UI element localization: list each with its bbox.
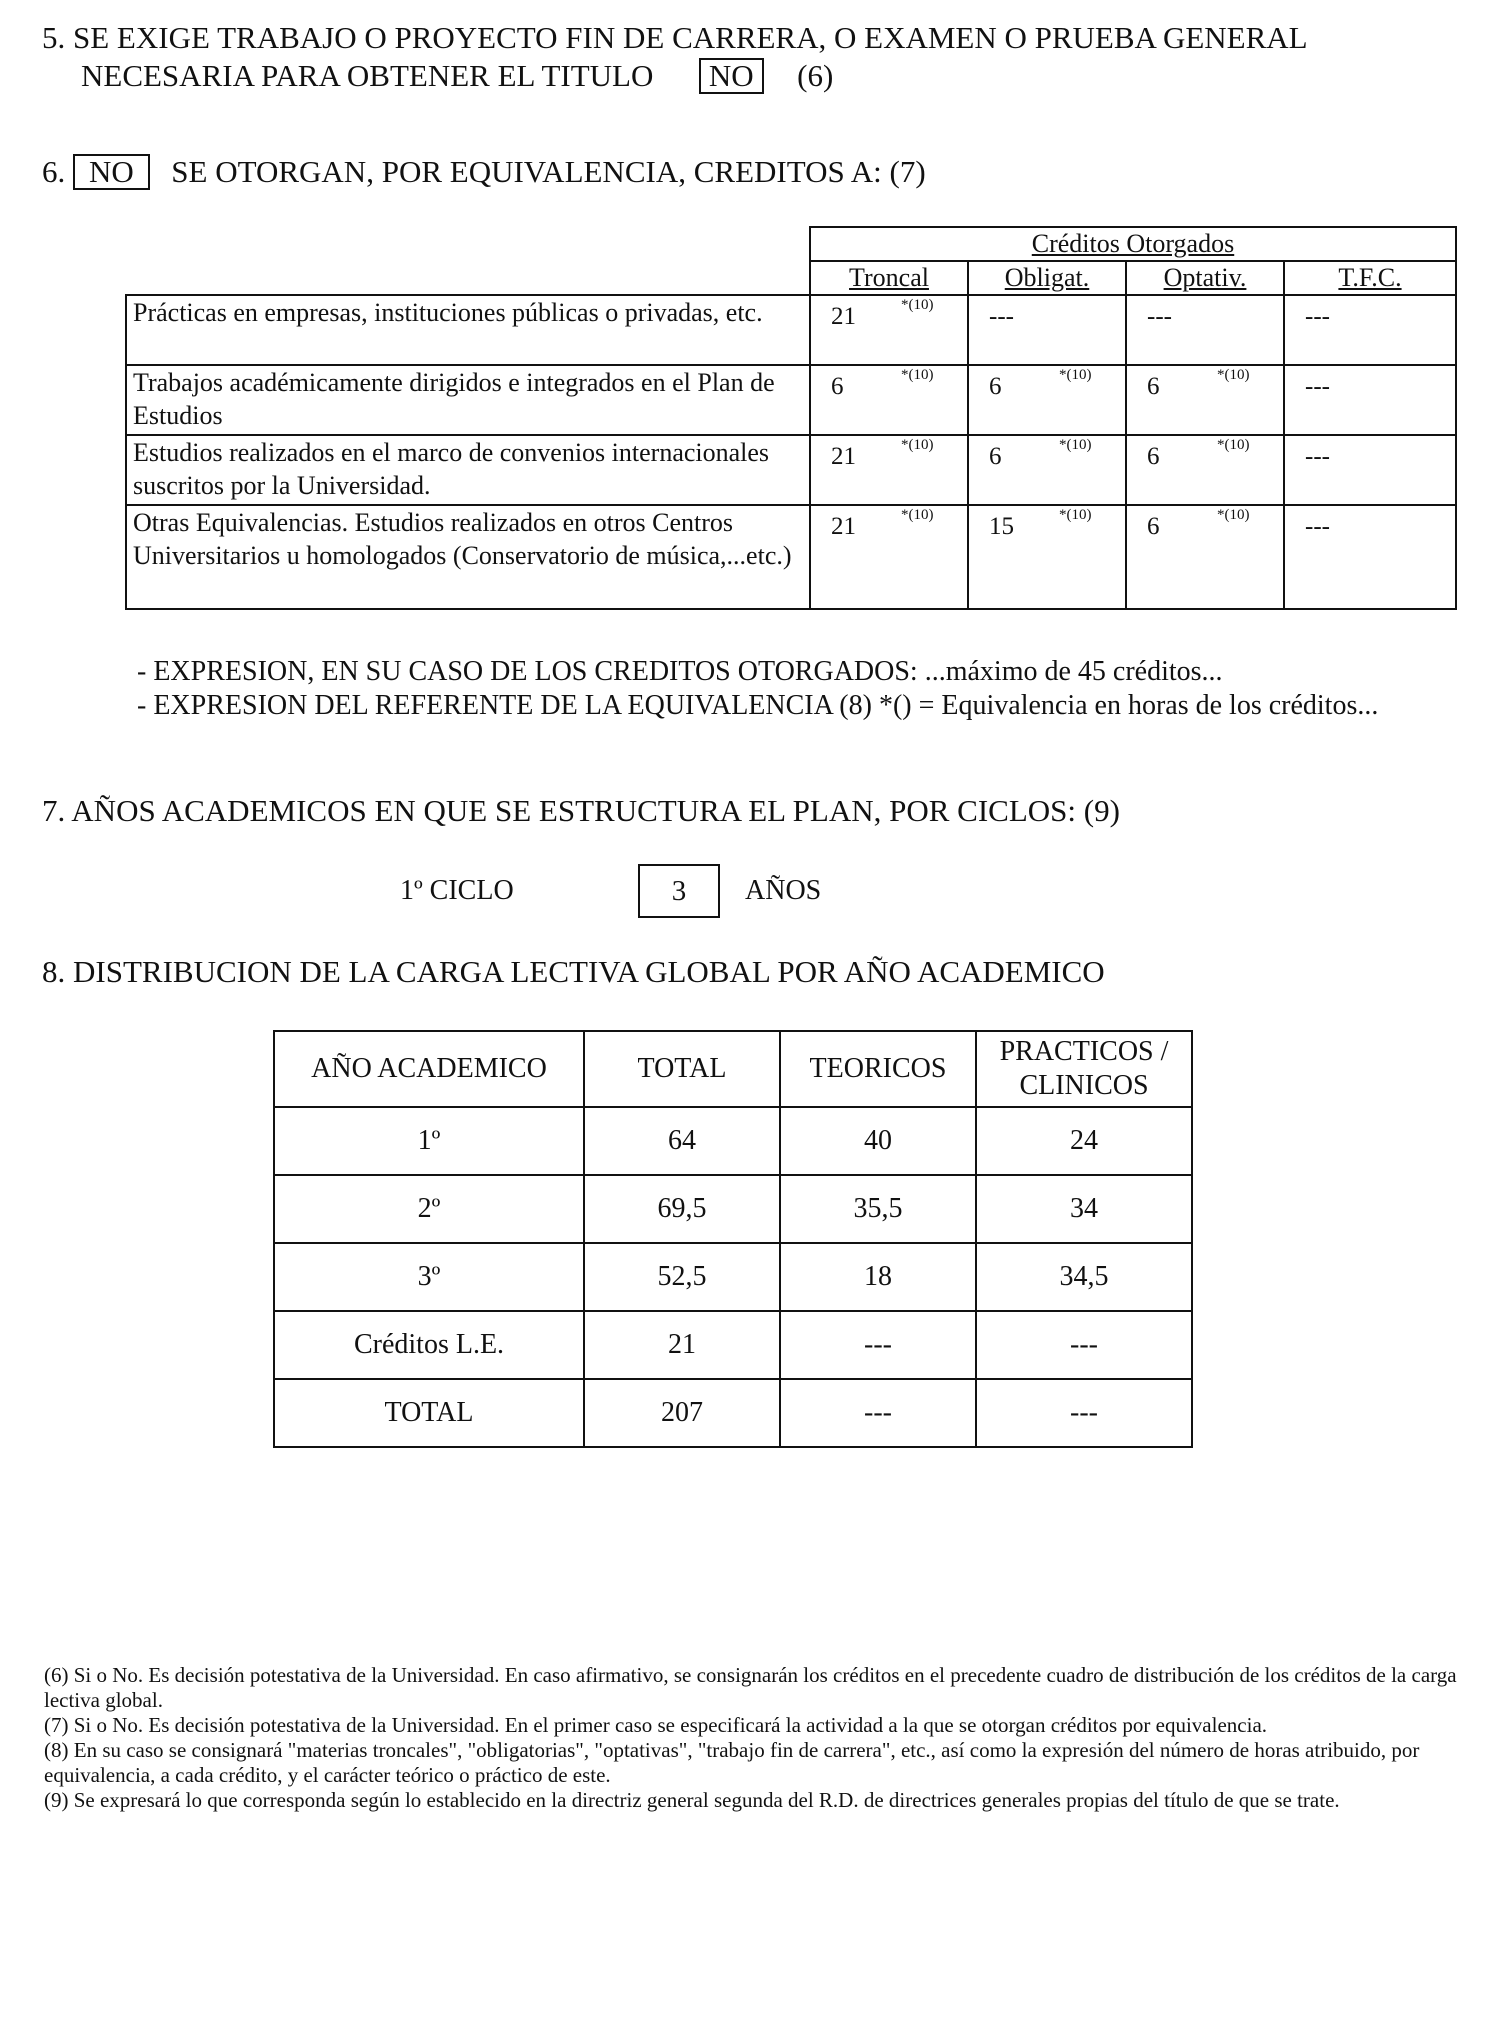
- cell-total: 21: [584, 1311, 780, 1379]
- cell-total: 52,5: [584, 1243, 780, 1311]
- table-row: [274, 1175, 1192, 1243]
- cell-optativ: 6 *(10): [1126, 365, 1284, 435]
- credits-table: [125, 226, 1457, 610]
- col-header-troncal: Troncal: [810, 261, 968, 295]
- cell-year: 1º: [274, 1107, 584, 1175]
- cell-practicos: 34,5: [976, 1243, 1192, 1311]
- cell-obligat: 6 *(10): [968, 435, 1126, 505]
- cell-year: Créditos L.E.: [274, 1311, 584, 1379]
- col-header-practicos: PRACTICOS / CLINICOS: [976, 1031, 1192, 1107]
- footnotes: [44, 1663, 1484, 1813]
- section-5-answer-box: NO: [699, 58, 764, 94]
- col-header-total: TOTAL: [584, 1031, 780, 1107]
- cell-troncal: 21 *(10): [810, 295, 968, 365]
- cell-troncal: 21 *(10): [810, 435, 968, 505]
- section-6-text: SE OTORGAN, POR EQUIVALENCIA, CREDITOS A: (7): [171, 154, 926, 189]
- section-5-question: NECESARIA PARA OBTENER EL TITULO: [81, 58, 654, 93]
- cell-obligat: ---: [968, 295, 1126, 365]
- cell-obligat: 6 *(10): [968, 365, 1126, 435]
- cell-teoricos: 35,5: [780, 1175, 976, 1243]
- col-header-optativ: Optativ.: [1126, 261, 1284, 295]
- row-label: Estudios realizados en el marco de convenios internacionales suscritos por la Universidad.: [126, 435, 810, 505]
- footnote-6: (6) Si o No. Es decisión potestativa de la Universidad. En caso afirmativo, se consignarán los créditos en el precedente cuadro de distribución de los créditos de la carga lectiva global.: [44, 1663, 1457, 1712]
- cell-troncal: 6 *(10): [810, 365, 968, 435]
- cell-tfc: ---: [1284, 435, 1456, 505]
- load-table: [273, 1030, 1193, 1448]
- footnote-9: (9) Se expresará lo que corresponda según lo establecido en la directriz general segunda del R.D. de directrices generales propias del título de que se trate.: [44, 1788, 1340, 1812]
- cell-total: 207: [584, 1379, 780, 1447]
- section-7-heading: 7. AÑOS ACADEMICOS EN QUE SE ESTRUCTURA EL PLAN, POR CICLOS: (9): [42, 793, 1120, 828]
- table-header-row: [274, 1031, 1192, 1107]
- col-header-tfc: T.F.C.: [1284, 261, 1456, 295]
- cell-teoricos: ---: [780, 1311, 976, 1379]
- row-label: Trabajos académicamente dirigidos e integrados en el Plan de Estudios: [126, 365, 810, 435]
- cell-optativ: 6 *(10): [1126, 505, 1284, 609]
- cell-tfc: ---: [1284, 505, 1456, 609]
- section-5-ref: (6): [797, 58, 834, 93]
- footnote-8: (8) En su caso se consignará "materias troncales", "obligatorias", "optativas", "trabajo fin de carrera", etc., así como la expresión del número de horas atribuido, por equivalencia, a cada crédito, y el carácter teórico o práctico de este.: [44, 1738, 1420, 1787]
- table-row: [274, 1379, 1192, 1447]
- cell-teoricos: 18: [780, 1243, 976, 1311]
- cell-tfc: ---: [1284, 295, 1456, 365]
- section-6-number: 6.: [42, 154, 66, 189]
- section-6-answer-box: NO: [73, 154, 150, 190]
- cell-total: 69,5: [584, 1175, 780, 1243]
- cell-tfc: ---: [1284, 365, 1456, 435]
- section-8-heading: 8. DISTRIBUCION DE LA CARGA LECTIVA GLOBAL POR AÑO ACADEMICO: [42, 954, 1105, 989]
- cell-practicos: ---: [976, 1311, 1192, 1379]
- cell-practicos: ---: [976, 1379, 1192, 1447]
- ciclo-unit: AÑOS: [745, 875, 822, 906]
- cell-practicos: 34: [976, 1175, 1192, 1243]
- ciclo-years-box: 3: [638, 864, 720, 918]
- cell-obligat: 15 *(10): [968, 505, 1126, 609]
- cell-troncal: 21 *(10): [810, 505, 968, 609]
- footnote-7: (7) Si o No. Es decisión potestativa de la Universidad. En el primer caso se especificará la actividad a la que se otorgan créditos por equivalencia.: [44, 1713, 1268, 1737]
- cell-optativ: 6 *(10): [1126, 435, 1284, 505]
- cell-teoricos: 40: [780, 1107, 976, 1175]
- cell-year: 3º: [274, 1243, 584, 1311]
- table-row: [126, 435, 1456, 505]
- table-row: [274, 1311, 1192, 1379]
- cell-teoricos: ---: [780, 1379, 976, 1447]
- table-row: [126, 505, 1456, 609]
- col-header-obligat: Obligat.: [968, 261, 1126, 295]
- cell-total: 64: [584, 1107, 780, 1175]
- cell-year: TOTAL: [274, 1379, 584, 1447]
- table-row: [274, 1243, 1192, 1311]
- table-row: [126, 295, 1456, 365]
- ciclo-label: 1º CICLO: [400, 875, 514, 906]
- row-label: Otras Equivalencias. Estudios realizados en otros Centros Universitarios u homologados (Conservatorio de música,...etc.): [126, 505, 810, 609]
- expression-referent: - EXPRESION DEL REFERENTE DE LA EQUIVALENCIA (8) *() = Equivalencia en horas de los créditos...: [137, 690, 1379, 721]
- section-5-line-1: 5. SE EXIGE TRABAJO O PROYECTO FIN DE CARRERA, O EXAMEN O PRUEBA GENERAL: [42, 20, 1308, 55]
- section-6-heading: [42, 154, 926, 190]
- cell-year: 2º: [274, 1175, 584, 1243]
- cell-optativ: ---: [1126, 295, 1284, 365]
- table-row: [274, 1107, 1192, 1175]
- credits-group-header: Créditos Otorgados: [810, 227, 1456, 261]
- section-5-line-2: [81, 58, 833, 94]
- row-label: Prácticas en empresas, instituciones públicas o privadas, etc.: [126, 295, 810, 365]
- col-header-teoricos: TEORICOS: [780, 1031, 976, 1107]
- col-header-year: AÑO ACADEMICO: [274, 1031, 584, 1107]
- cell-practicos: 24: [976, 1107, 1192, 1175]
- table-row: [126, 365, 1456, 435]
- expression-credits: - EXPRESION, EN SU CASO DE LOS CREDITOS OTORGADOS: ...máximo de 45 créditos...: [137, 656, 1223, 687]
